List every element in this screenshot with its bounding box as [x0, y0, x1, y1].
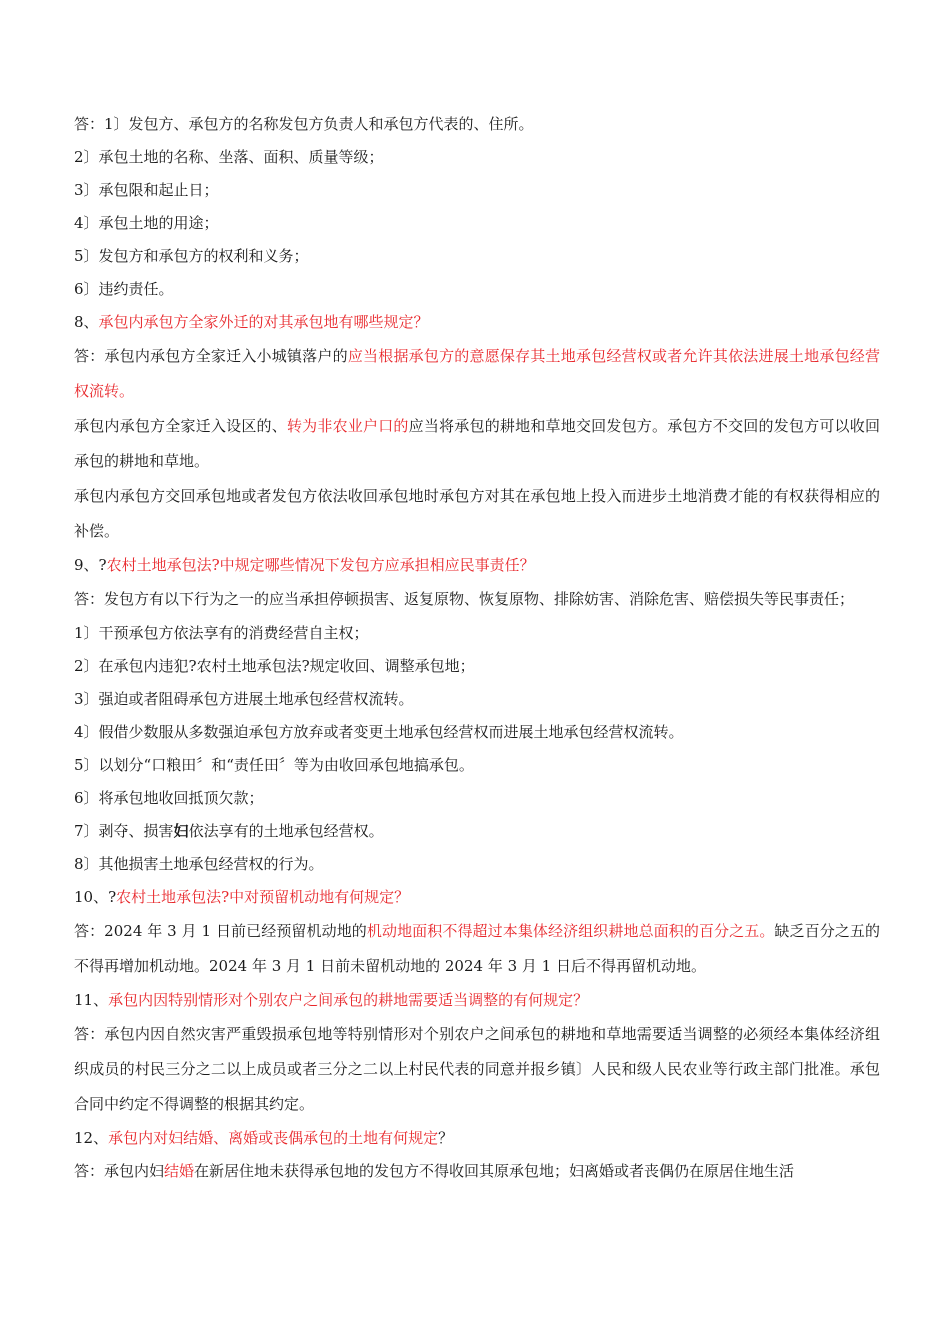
answer-10-paragraph: 答：2024 年 3 月 1 日前已经预留机动地的机动地面积不得超过本集体经济组织耕地总面积的百分之五。缺乏百分之五的不得再增加机动地。2024 年 3 月 1 日前未留机动地的 2024 年 3 月 1 日后不得再留机动地。 [74, 922, 880, 975]
answer-8-paragraph: 承包内承包方全家迁入设区的、转为非农业户口的应当将承包的耕地和草地交回发包方。承包方不交回的发包方可以收回承包的耕地和草地。 [74, 417, 880, 470]
list-item: 5〕以划分“口粮田〞和“责任田〞等为由收回承包地搞承包。 [74, 756, 474, 774]
list-item: 2〕承包土地的名称、坐落、面积、质量等级； [74, 148, 384, 166]
answer-8-paragraph: 承包内承包方交回承包地或者发包方依法收回承包地时承包方对其在承包地上投入而进步土地消费才能的有权获得相应的补偿。 [74, 487, 880, 540]
list-item: 3〕承包限和起止日； [74, 181, 219, 199]
question-10-heading: 10、?农村土地承包法?中对预留机动地有何规定？ [74, 888, 410, 906]
question-11-heading: 11、承包内因特别情形对个别农户之间承包的耕地需要适当调整的有何规定？ [74, 991, 589, 1009]
document-body [74, 108, 880, 1188]
list-item: 4〕假借少数服从多数强迫承包方放弃或者变更土地承包经营权而进展土地承包经营权流转。 [74, 723, 684, 741]
list-item: 5〕发包方和承包方的权利和义务； [74, 247, 309, 265]
list-item: 3〕强迫或者阻碍承包方进展土地承包经营权流转。 [74, 690, 414, 708]
list-item: 6〕将承包地收回抵顶欠款； [74, 789, 264, 807]
answer-12-line: 答：承包内妇结婚在新居住地未获得承包地的发包方不得收回其原承包地；妇离婚或者丧偶仍在原居住地生活 [74, 1162, 795, 1180]
answer-11-paragraph: 答：承包内因自然灾害严重毁损承包地等特别情形对个别农户之间承包的耕地和草地需要适当调整的必须经本集体经济组织成员的村民三分之二以上成员或者三分之二以上村民代表的同意并报乡镇〕人民和级人民农业等行政主部门批准。承包合同中约定不得调整的根据其约定。 [74, 1025, 880, 1113]
answer-9-paragraph: 答：发包方有以下行为之一的应当承担停顿损害、返复原物、恢复原物、排除妨害、消除危害、赔偿损失等民事责任； [74, 590, 855, 608]
list-item: 6〕违约责任。 [74, 280, 174, 298]
list-item: 2〕在承包内违犯?农村土地承包法?规定收回、调整承包地； [74, 657, 475, 675]
question-8-heading: 8、承包内承包方全家外迁的对其承包地有哪些规定？ [74, 313, 429, 331]
list-item: 7〕剥夺、损害妇依法享有的土地承包经营权。 [74, 822, 384, 840]
question-12-heading: 12、承包内对妇结婚、离婚或丧偶承包的土地有何规定？ [74, 1129, 454, 1147]
answer-8-paragraph: 答：承包内承包方全家迁入小城镇落户的应当根据承包方的意愿保存其土地承包经营权或者允许其依法进展土地承包经营权流转。 [74, 347, 880, 400]
answer-line: 答：1〕发包方、承包方的名称发包方负责人和承包方代表的、住所。 [74, 115, 534, 133]
list-item: 4〕承包土地的用途； [74, 214, 219, 232]
list-item: 1〕干预承包方依法享有的消费经营自主权； [74, 624, 369, 642]
question-9-heading: 9、?农村土地承包法?中规定哪些情况下发包方应承担相应民事责任？ [74, 556, 535, 574]
list-item: 8〕其他损害土地承包经营权的行为。 [74, 855, 324, 873]
